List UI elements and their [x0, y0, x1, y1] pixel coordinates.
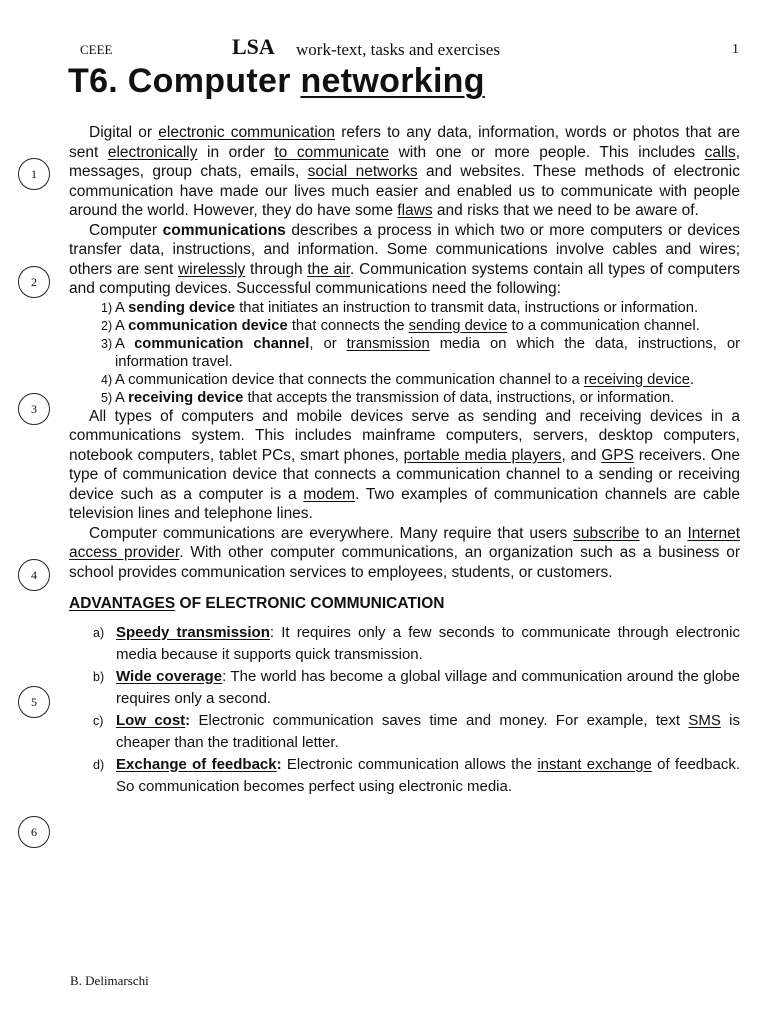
- list-item: 2) A communication device that connects the sending device to a communication channel.: [101, 317, 700, 334]
- margin-marker: 5: [18, 686, 50, 718]
- list-item-number: d): [93, 757, 105, 772]
- title-prefix: T6. Computer: [68, 62, 291, 100]
- page-title: [68, 62, 485, 101]
- advantages-heading-rest: OF ELECTRONIC COMMUNICATION: [175, 595, 445, 612]
- list-item-number: 3): [101, 336, 113, 351]
- list-item: a) Speedy transmission: It requires only a few seconds to communicate through electronic media because it supports quick transmission.: [93, 623, 740, 663]
- list-item-number: 4): [101, 372, 113, 387]
- text-run: Wide coverage: [116, 667, 223, 685]
- margin-marker: 3: [18, 393, 50, 425]
- series-name: LSA: [232, 34, 275, 59]
- list-item: 1) A sending device that initiates an instruction to transmit data, instructions or information.: [101, 299, 699, 316]
- list-item: 5) A receiving device that accepts the transmission of data, instructions, or information.: [101, 389, 675, 406]
- margin-marker: 2: [18, 266, 50, 298]
- text-run: Low cost: [116, 711, 186, 729]
- text-run: SMS: [688, 711, 721, 729]
- advantages-heading: [69, 594, 740, 614]
- list-item-number: b): [93, 669, 105, 684]
- text-run: portable media players: [403, 446, 562, 464]
- text-run: receiving device: [583, 371, 690, 388]
- text-run: sending device: [408, 317, 508, 334]
- text-run: electronically: [107, 143, 198, 161]
- text-run: flaws: [397, 202, 433, 219]
- text-run: wirelessly: [178, 260, 246, 278]
- text-run: sending device: [128, 299, 236, 316]
- advantages-list: [69, 622, 740, 798]
- text-run: communications: [162, 221, 286, 239]
- list-item: d) Exchange of feedback: Electronic communication allows the instant exchange of feedback. So communication becomes perfect using electronic media.: [93, 755, 741, 795]
- list-item-number: 1): [101, 300, 113, 315]
- text-run: Exchange of feedback: [116, 755, 277, 773]
- text-run: social networks: [307, 163, 418, 180]
- margin-marker: 1: [18, 158, 50, 190]
- text-run: calls: [704, 143, 736, 161]
- text-run: GPS: [601, 446, 634, 464]
- paragraph-computer-communications: Computer communications describes a process in which two or more computers or devices transfer data, instructions, and information. Some communications involve cables and wires; others are sent wirelessly through the air. Communication systems contain all types of computers and computing devices. Successful communications need the following:: [69, 221, 740, 297]
- paragraph-devices: All types of computers and mobile devices serve as sending and receiving devices in a communications system. This includes mainframe computers, servers, desktop computers, notebook computers, tablet PCs, smart phones, portable media players, and GPS receivers. One type of communication device that connects a communication channel to a sending or receiving device such as a computer is a modem. Two examples of communication channels are cable television lines and telephone lines.: [69, 407, 741, 522]
- footer-author: B. Delimarschi: [70, 973, 149, 988]
- text-run: to communicate: [274, 143, 390, 161]
- text-run: receiving device: [128, 389, 244, 406]
- text-run: communication device: [128, 317, 288, 334]
- paragraph-everywhere: Computer communications are everywhere. Many require that users subscribe to an Internet access provider. With other computer communications, an organization such as a business or school provides communication services to employees, students, or customers.: [69, 524, 740, 581]
- course-code: CEEE: [80, 42, 113, 57]
- margin-marker: 4: [18, 559, 50, 591]
- list-item: 3) A communication channel, or transmission media on which the data, instructions, or information travel.: [101, 335, 740, 370]
- list-item: 4) A communication device that connects the communication channel to a receiving device.: [101, 371, 695, 388]
- text-run: :: [276, 755, 282, 773]
- text-run: instant exchange: [537, 755, 652, 773]
- document-body: [69, 123, 740, 798]
- text-run: subscribe: [573, 524, 640, 542]
- text-run: Internet access provider: [69, 524, 740, 561]
- text-run: :: [185, 711, 191, 729]
- list-item-number: a): [93, 625, 105, 640]
- text-run: Speedy transmission: [116, 623, 270, 641]
- list-item: b) Wide coverage: The world has become a global village and communication around the globe requires only a second.: [93, 667, 740, 707]
- text-run: transmission: [346, 335, 430, 352]
- advantages-heading-underlined: ADVANTAGES: [69, 595, 176, 612]
- title-underlined: networking: [300, 62, 485, 100]
- page-header: [0, 34, 768, 64]
- text-run: modem: [303, 485, 356, 503]
- list-item-number: c): [93, 713, 104, 728]
- list-item-number: 2): [101, 318, 113, 333]
- list-item-number: 5): [101, 390, 113, 405]
- requirements-list: [69, 299, 740, 407]
- margin-marker: 6: [18, 816, 50, 848]
- text-run: communication channel: [134, 335, 310, 352]
- header-subtitle: work-text, tasks and exercises: [296, 40, 500, 59]
- list-item: c) Low cost: Electronic communication saves time and money. For example, text SMS is cheaper than the traditional letter.: [93, 711, 741, 751]
- page-number: 1: [732, 42, 739, 57]
- paragraph-intro: Digital or electronic communication refers to any data, information, words or photos that are sent electronically in order to communicate with one or more people. This includes calls, messages, group chats, emails, social networks and websites. These methods of electronic communication have made our lives much easier and enabled us to communicate with people around the world. However, they do have some flaws and risks that we need to be aware of.: [69, 124, 740, 219]
- text-run: the air: [307, 260, 351, 278]
- text-run: electronic communication: [158, 124, 336, 141]
